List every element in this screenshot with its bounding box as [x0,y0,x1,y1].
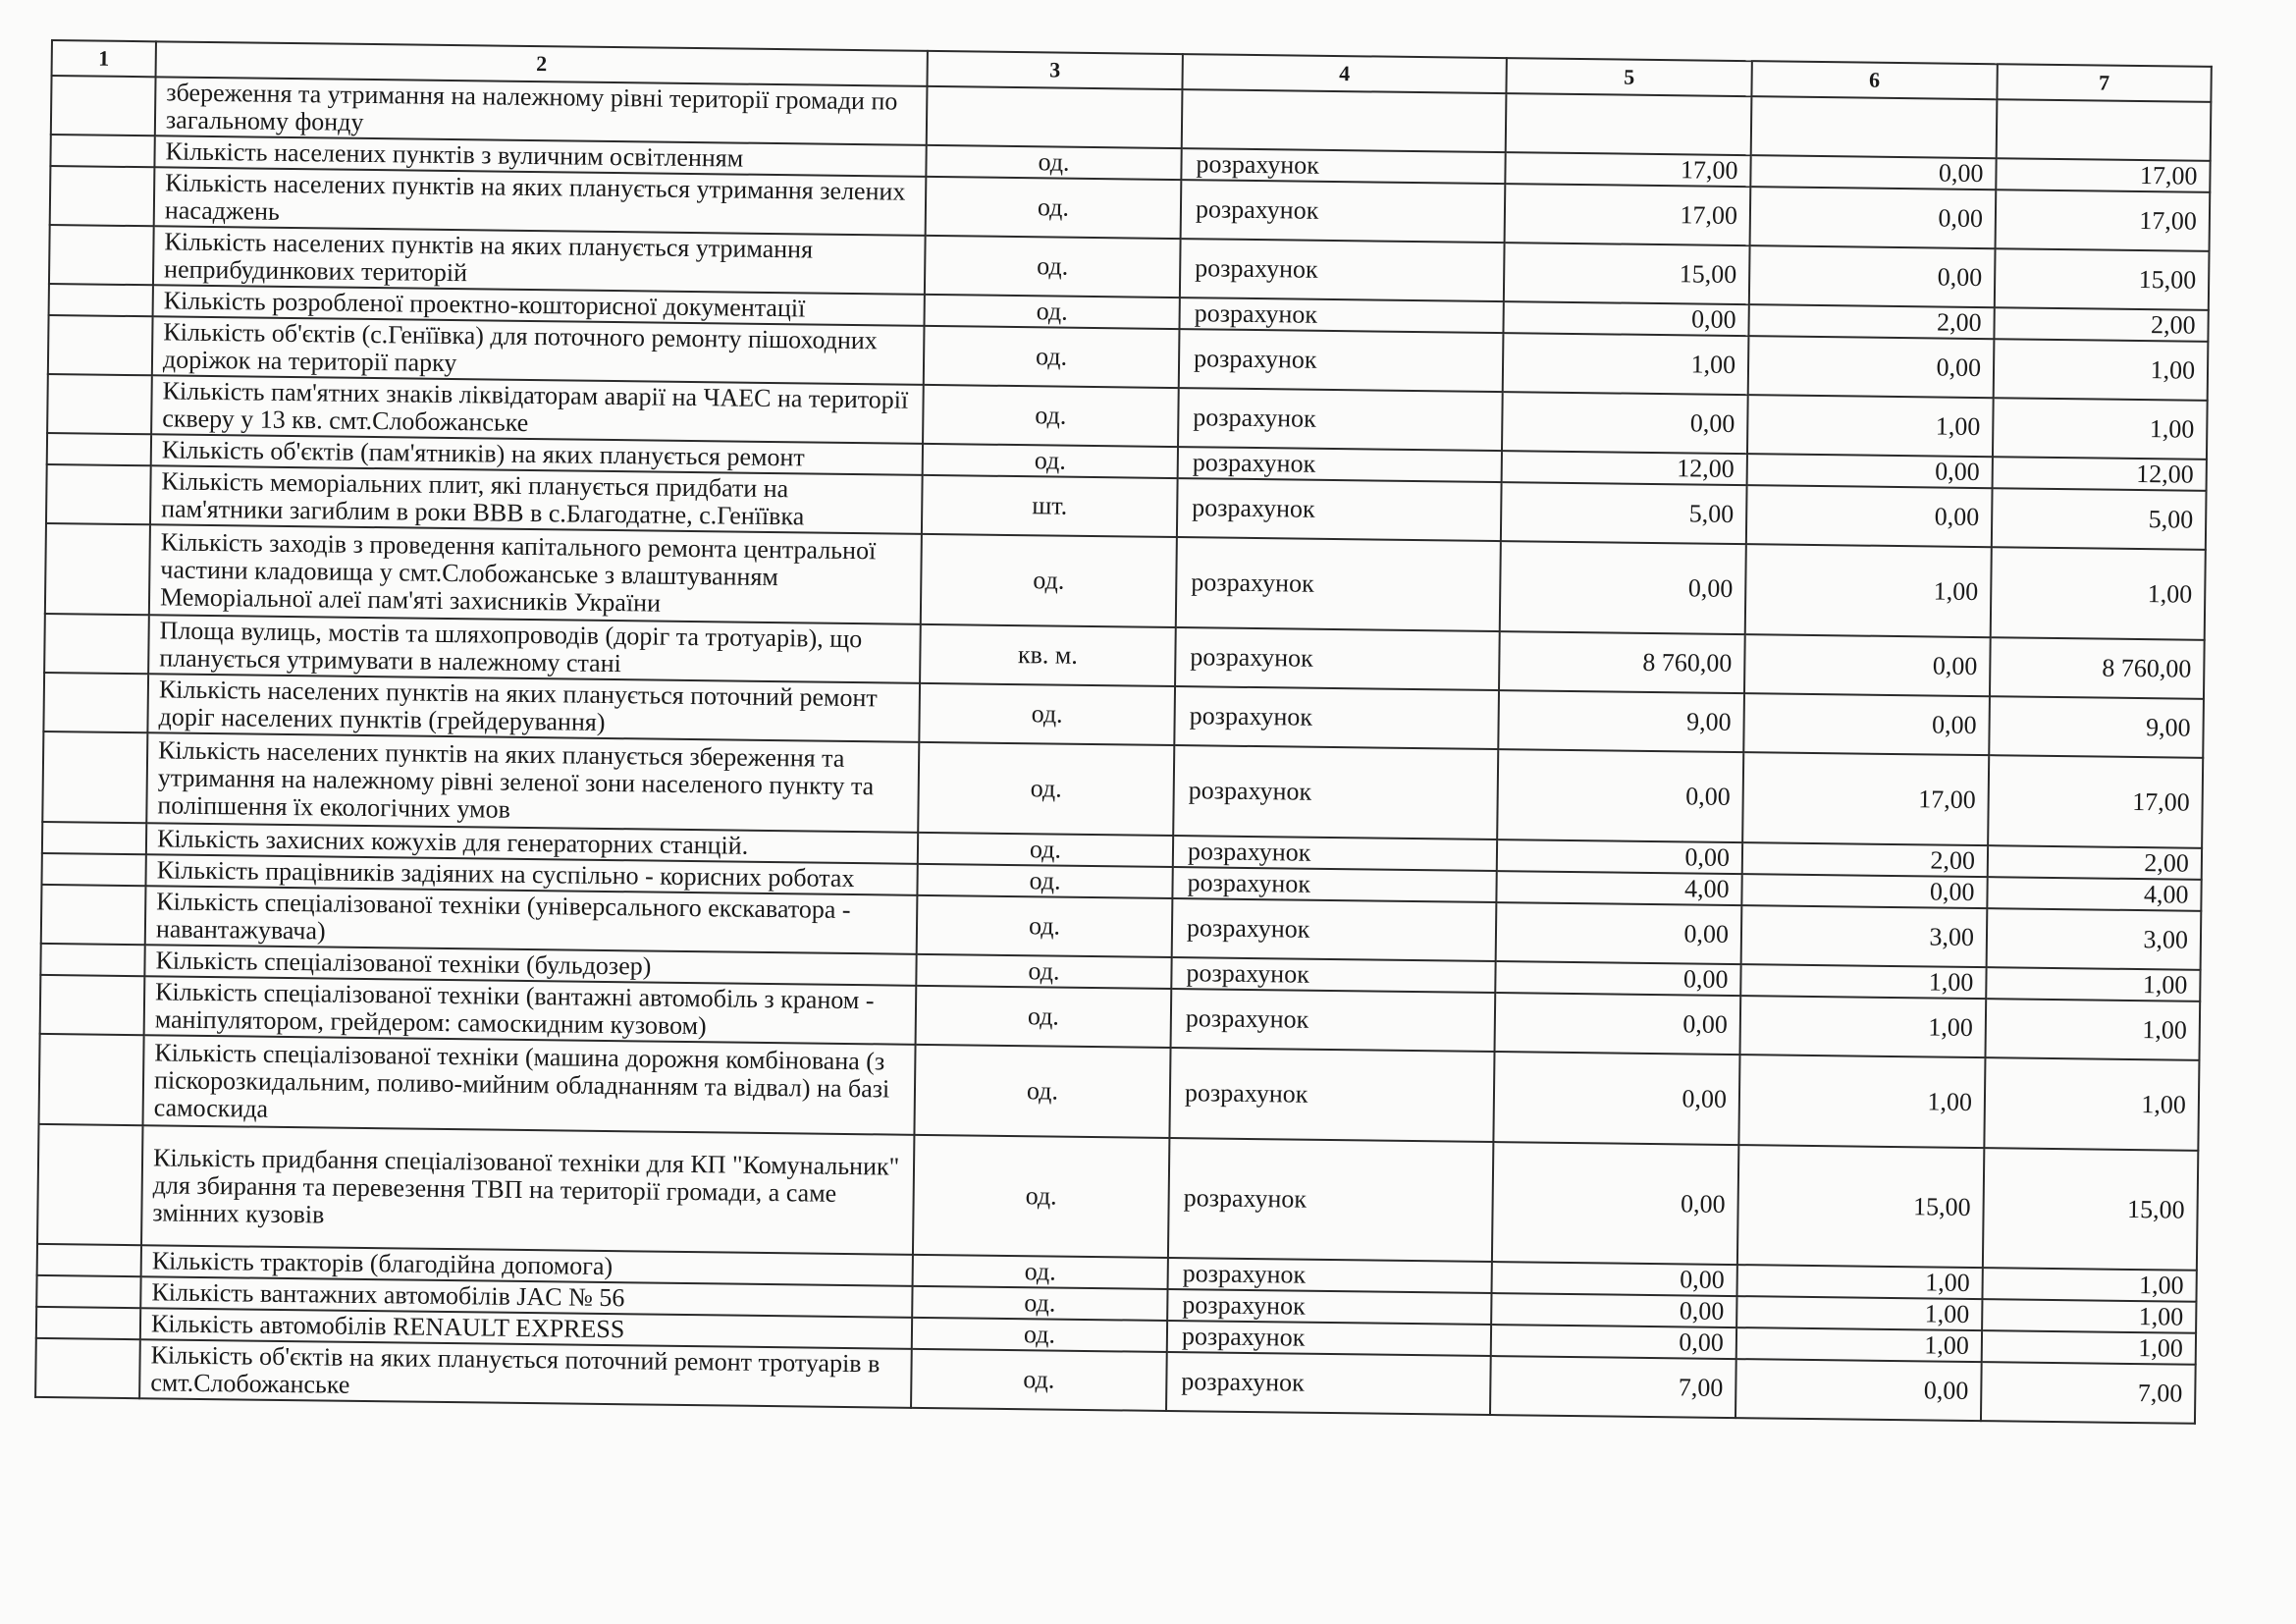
value-col-5: 0,00 [1493,1052,1739,1145]
value-col-6: 1,00 [1740,964,1986,999]
source-cell: розрахунок [1178,447,1502,482]
unit-cell: од. [916,954,1171,989]
indicator-name: Кількість об'єктів (с.Генїївка) для поточного ремонту пішоходних доріжок на території парку [152,316,925,385]
value-col-5: 5,00 [1501,482,1747,544]
value-col-5: 4,00 [1496,871,1741,905]
indicator-name: Площа вулиць, мостів та шляхопроводів (доріг та тротуарів), що планується утримувати в належному стані [148,615,921,683]
value-col-6: 2,00 [1748,304,1994,339]
value-col-6: 0,00 [1747,454,1993,488]
value-col-5: 0,00 [1500,541,1746,634]
header-col-6: 6 [1751,61,1997,99]
row-number-cell [40,944,144,976]
value-col-6: 0,00 [1749,245,1996,307]
row-number-cell [48,315,153,375]
value-col-6: 0,00 [1750,155,1996,189]
row-number-cell [35,1338,140,1398]
source-cell: розрахунок [1174,686,1499,749]
value-col-5: 7,00 [1490,1356,1736,1418]
value-col-5: 0,00 [1492,1142,1738,1265]
value-col-6: 1,00 [1736,1327,1982,1362]
value-col-6: 0,00 [1741,874,1987,908]
value-col-5: 9,00 [1498,690,1744,752]
value-col-7: 15,00 [1983,1148,2198,1271]
row-number-cell [41,853,145,886]
value-col-5: 0,00 [1492,1262,1737,1296]
source-cell: розрахунок [1178,388,1503,451]
unit-cell: од. [918,742,1174,836]
row-number-cell [49,225,154,285]
value-col-6: 1,00 [1745,544,1992,637]
value-col-6: 0,00 [1744,634,1991,696]
unit-cell: од. [914,1045,1170,1138]
value-col-7: 7,00 [1981,1362,2196,1424]
row-number-cell [36,1275,140,1308]
value-col-7: 8 760,00 [1990,637,2205,699]
unit-cell: од. [917,864,1172,898]
unit-cell: од. [913,1255,1168,1289]
indicator-name: Кількість спеціалізованої техніки (машина дорожня комбінована (з піскорозкидальним, поливо-мийним обладнанням та відвал) на базі самоскида [142,1035,915,1135]
intro-cell-empty [51,76,156,135]
indicator-name: Кількість працівників задіяних на суспільно - корисних роботах [145,854,917,895]
value-col-6: 3,00 [1741,905,1988,967]
row-number-cell [39,1034,144,1125]
intro-cell-5 [1506,93,1752,155]
row-number-cell [50,135,154,167]
value-col-7: 12,00 [1993,457,2207,491]
value-col-7: 17,00 [1996,158,2210,192]
value-col-5: 0,00 [1497,749,1743,842]
row-number-cell [42,822,146,854]
indicator-name: Кількість спеціалізованої техніки (універсального екскаватора - навантажувача) [145,886,918,954]
indicators-table-wrapper [32,39,2211,1580]
source-cell: розрахунок [1172,898,1497,961]
value-col-5: 0,00 [1496,902,1742,964]
unit-cell: од. [925,295,1180,329]
row-number-cell [50,166,155,226]
value-col-7: 15,00 [1995,248,2210,310]
value-col-5: 0,00 [1491,1325,1736,1359]
indicator-name: Кількість об'єктів (пам'ятників) на яких планується ремонт [151,434,923,475]
intro-cell-6 [1751,96,1998,158]
row-number-cell [49,284,153,316]
value-col-5: 0,00 [1495,961,1740,996]
source-cell: розрахунок [1167,1321,1491,1356]
row-number-cell [47,374,152,434]
value-col-6: 1,00 [1747,395,1994,457]
value-col-6: 2,00 [1742,842,1988,877]
value-col-6: 1,00 [1736,1296,1982,1330]
value-col-5: 17,00 [1505,152,1750,187]
intro-text: збереження та утримання на належному рівні території громади по загальному фонду [155,77,928,145]
source-cell: розрахунок [1171,989,1496,1052]
source-cell: розрахунок [1179,298,1503,333]
row-number-cell [47,433,151,465]
unit-cell: од. [917,895,1173,957]
indicator-name: Кількість населених пунктів на яких планується збереження та утримання на належному рівні зеленої зони населеного пункту та поліпшення їх екологічних умов [146,732,919,833]
value-col-7: 1,00 [1986,967,2200,1001]
intro-cell-3 [927,86,1183,148]
intro-cell-7 [1997,99,2212,161]
value-col-7: 17,00 [1996,189,2211,251]
value-col-7: 1,00 [1993,398,2208,460]
indicator-name: Кількість придбання спеціалізованої техніки для КП "Комунальник" для збирання та перевезення ТВП на території громади, а саме змінних кузовів [141,1125,914,1255]
value-col-7: 1,00 [1991,547,2206,640]
value-col-6: 0,00 [1743,693,1990,755]
value-col-5: 0,00 [1503,301,1748,336]
source-cell: розрахунок [1173,836,1497,871]
value-col-7: 9,00 [1989,696,2204,758]
indicator-name: Кількість спеціалізованої техніки (бульдозер) [144,945,916,986]
row-number-cell [43,673,148,732]
indicator-name: Кількість заходів з проведення капітального ремонта центральної частини кладовища у смт.Слобожанське з влаштуванням Меморіальної алеї пам'яті захисників України [149,524,922,624]
value-col-5: 0,00 [1495,993,1741,1055]
unit-cell: од. [918,833,1173,867]
value-col-5: 12,00 [1502,451,1747,485]
unit-cell: од. [912,1286,1167,1321]
value-col-7: 1,00 [1984,1057,2199,1151]
unit-cell: кв. м. [920,624,1176,686]
unit-cell: шт. [922,475,1178,537]
value-col-5: 1,00 [1503,333,1749,395]
source-cell: розрахунок [1171,957,1495,993]
row-number-cell [46,464,151,524]
source-cell: розрахунок [1179,329,1504,392]
source-cell: розрахунок [1180,239,1505,301]
indicator-name: Кількість об'єктів на яких планується поточний ремонт тротуарів в смт.Слобожанське [139,1339,912,1408]
unit-cell: од. [924,326,1180,388]
value-col-7: 17,00 [1988,755,2203,848]
source-cell: розрахунок [1166,1352,1491,1415]
source-cell: розрахунок [1168,1258,1492,1293]
header-col-7: 7 [1997,64,2211,102]
unit-cell: од. [925,236,1181,298]
value-col-6: 0,00 [1746,485,1993,547]
unit-cell: од. [913,1135,1169,1258]
indicator-name: Кількість населених пунктів на яких планується поточний ремонт доріг населених пунктів (грейдерування) [147,674,920,742]
unit-cell: од. [916,986,1172,1048]
indicator-name: Кількість розробленої проектно-кошторисної документації [153,285,925,326]
indicator-name: Кількість тракторів (благодійна допомога) [141,1245,913,1286]
indicators-table [34,39,2213,1425]
row-number-cell [40,975,145,1035]
source-cell: розрахунок [1168,1138,1493,1262]
source-cell: розрахунок [1172,867,1496,902]
value-col-6: 1,00 [1739,996,1986,1057]
indicator-name: Кількість населених пунктів на яких планується утримання неприбудинкових територій [153,226,926,295]
value-col-7: 5,00 [1992,488,2207,550]
indicator-name: Кількість меморіальних плит, які планується придбати на пам'ятники загиблим в роки ВВВ в с.Благодатне, с.Генїївка [150,465,923,534]
value-col-7: 4,00 [1987,877,2201,911]
value-col-7: 2,00 [1988,845,2202,880]
header-col-2: 2 [156,41,928,86]
value-col-7: 1,00 [1982,1330,2196,1365]
unit-cell: од. [926,177,1182,239]
value-col-7: 1,00 [1982,1268,2196,1302]
value-col-6: 1,00 [1736,1265,1982,1299]
unit-cell: од. [921,534,1177,627]
value-col-5: 8 760,00 [1499,631,1745,693]
source-cell: розрахунок [1181,148,1505,184]
value-col-5: 15,00 [1504,243,1750,304]
value-col-6: 0,00 [1735,1359,1982,1421]
header-col-4: 4 [1182,54,1506,93]
header-col-5: 5 [1506,58,1751,96]
indicator-name: Кількість пам'ятних знаків ліквідаторам аварії на ЧАЕС на території скверу у 13 кв. смт.Слобожанське [151,375,924,444]
value-col-6: 0,00 [1750,187,1997,248]
indicator-name: Кількість населених пунктів з вуличним освітленням [154,135,926,177]
indicator-name: Кількість спеціалізованої техніки (вантажні автомобіль з краном - маніпулятором, грейдером: самоскидним кузовом) [144,976,917,1045]
value-col-5: 0,00 [1502,392,1748,454]
value-col-6: 15,00 [1737,1145,1984,1268]
unit-cell: од. [923,385,1179,447]
row-number-cell [45,523,150,615]
source-cell: розрахунок [1177,478,1502,541]
unit-cell: од. [911,1349,1167,1411]
source-cell: розрахунок [1175,627,1500,690]
indicator-name: Кількість вантажних автомобілів JAC № 56 [140,1276,912,1318]
indicator-name: Кількість автомобілів RENAULT EXPRESS [140,1308,912,1349]
value-col-7: 1,00 [1994,339,2209,401]
source-cell: розрахунок [1167,1289,1491,1325]
unit-cell: од. [912,1318,1167,1352]
source-cell: розрахунок [1169,1048,1494,1142]
unit-cell: од. [919,683,1175,745]
header-col-3: 3 [927,51,1182,89]
value-col-7: 1,00 [1982,1299,2196,1333]
row-number-cell [36,1307,140,1339]
value-col-5: 0,00 [1497,839,1742,874]
indicator-name: Кількість населених пунктів на яких планується утримання зелених насаджень [154,167,927,236]
row-number-cell [42,731,147,823]
value-col-7: 2,00 [1994,307,2208,342]
header-col-1: 1 [52,40,156,77]
row-number-cell [41,885,146,945]
row-number-cell [37,1244,141,1276]
source-cell: розрахунок [1181,180,1506,243]
intro-cell-4 [1182,89,1507,152]
value-col-7: 3,00 [1987,908,2202,970]
source-cell: розрахунок [1176,537,1501,631]
source-cell: розрахунок [1173,745,1498,839]
value-col-6: 0,00 [1748,336,1995,398]
value-col-6: 17,00 [1742,752,1989,845]
indicator-name: Кількість захисних кожухів для генераторних станцій. [146,823,918,864]
value-col-6: 1,00 [1738,1055,1985,1148]
row-number-cell [37,1124,142,1245]
unit-cell: од. [923,444,1178,478]
value-col-7: 1,00 [1985,999,2200,1060]
value-col-5: 17,00 [1505,184,1751,245]
unit-cell: од. [926,145,1181,180]
row-number-cell [44,614,149,674]
value-col-5: 0,00 [1491,1293,1736,1327]
